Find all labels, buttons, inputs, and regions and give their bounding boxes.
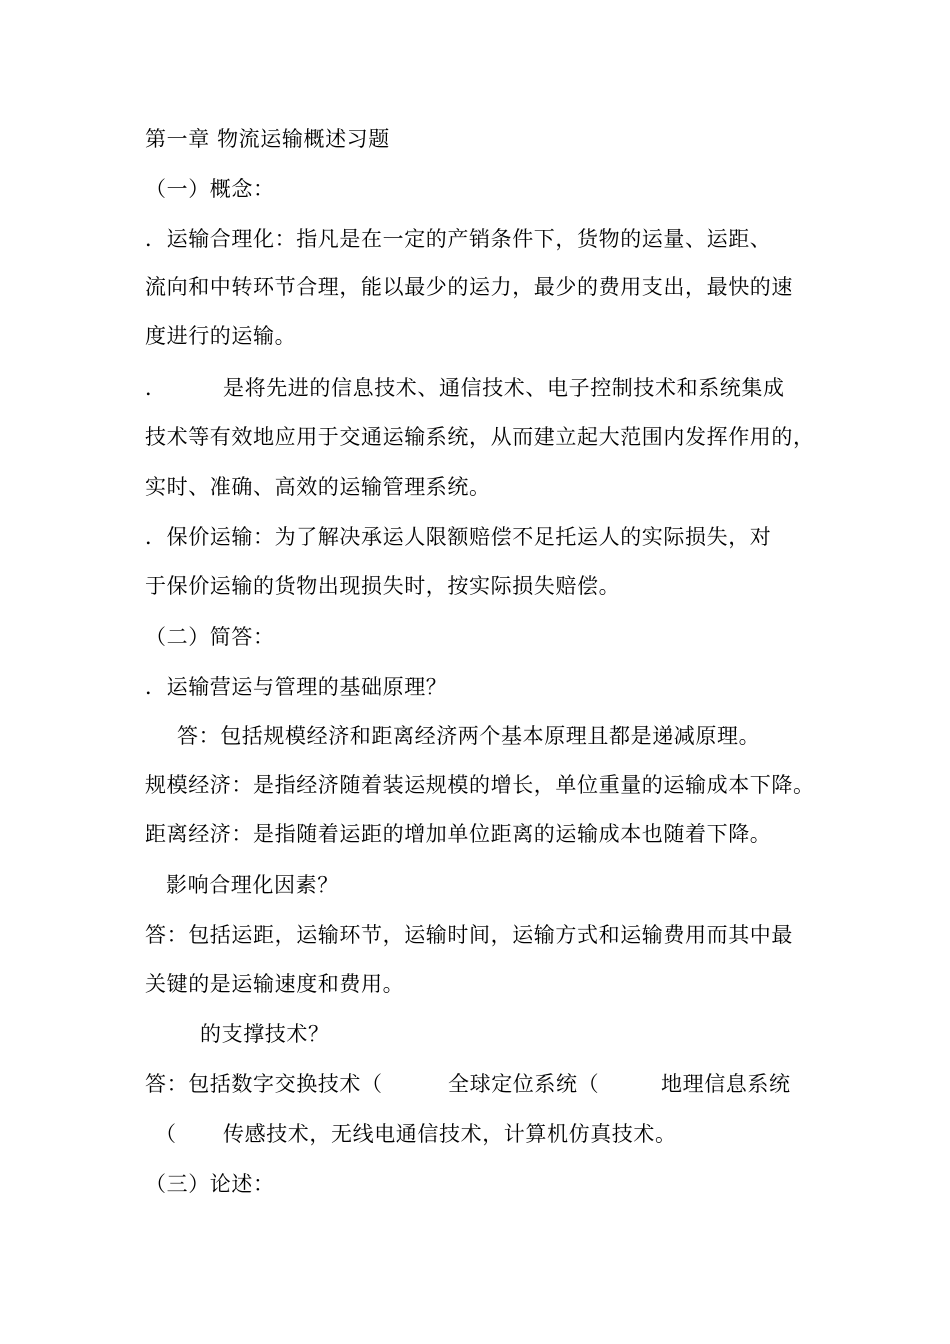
concept-1-line-2: 流向和中转环节合理，能以最少的运力，最少的费用支出，最快的速 — [145, 275, 793, 299]
concept-2-line-2: 技术等有效地应用于交通运输系统，从而建立起大范围内发挥作用的， — [145, 425, 815, 449]
answer-3-part-b: 全球定位系统（ — [448, 1072, 600, 1096]
concept-1-line-3: 度进行的运输。 — [145, 324, 297, 348]
answer-1-line-3: 距离经济：是指随着运距的增加单位距离的运输成本也随着下降。 — [145, 822, 772, 846]
answer-1-line-1: 答：包括规模经济和距离经济两个基本原理且都是递减原理。 — [177, 724, 761, 748]
chapter-title: 第一章 物流运输概述习题 — [145, 127, 390, 151]
question-2: 影响合理化因素？ — [166, 873, 339, 897]
answer-2-line-1: 答：包括运距，运输环节，运输时间，运输方式和运输费用而其中最 — [145, 923, 793, 947]
concept-3-line-2: 于保价运输的货物出现损失时，按实际损失赔偿。 — [145, 574, 621, 598]
answer-1-line-2: 规模经济：是指经济随着装运规模的增长，单位重量的运输成本下降。 — [145, 773, 815, 797]
concept-2-line-3: 实时、准确、高效的运输管理系统。 — [145, 475, 491, 499]
section-heading-discussion: （三）论述： — [145, 1172, 275, 1196]
concept-2-text: 是将先进的信息技术、通信技术、电子控制技术和系统集成 — [223, 376, 785, 400]
concept-1-line-1: ．运输合理化：指凡是在一定的产销条件下，货物的运量、运距、 — [145, 227, 772, 251]
answer-3-part-e: 传感技术，无线电通信技术，计算机仿真技术。 — [223, 1122, 677, 1146]
section-heading-short-answer: （二）简答： — [145, 625, 275, 649]
answer-2-line-2: 关键的是运输速度和费用。 — [145, 972, 405, 996]
section-heading-concepts: （一）概念： — [145, 177, 275, 201]
question-1: ．运输营运与管理的基础原理？ — [145, 675, 448, 699]
answer-3-part-d: （ — [155, 1122, 177, 1146]
answer-3-part-c: 地理信息系统 — [661, 1072, 791, 1096]
concept-3-line-1: ．保价运输：为了解决承运人限额赔偿不足托运人的实际损失，对 — [145, 525, 772, 549]
answer-3-part-a: 答：包括数字交换技术（ — [145, 1072, 383, 1096]
concept-2-bullet: ． — [145, 376, 167, 400]
question-3: 的支撑技术？ — [200, 1022, 330, 1046]
